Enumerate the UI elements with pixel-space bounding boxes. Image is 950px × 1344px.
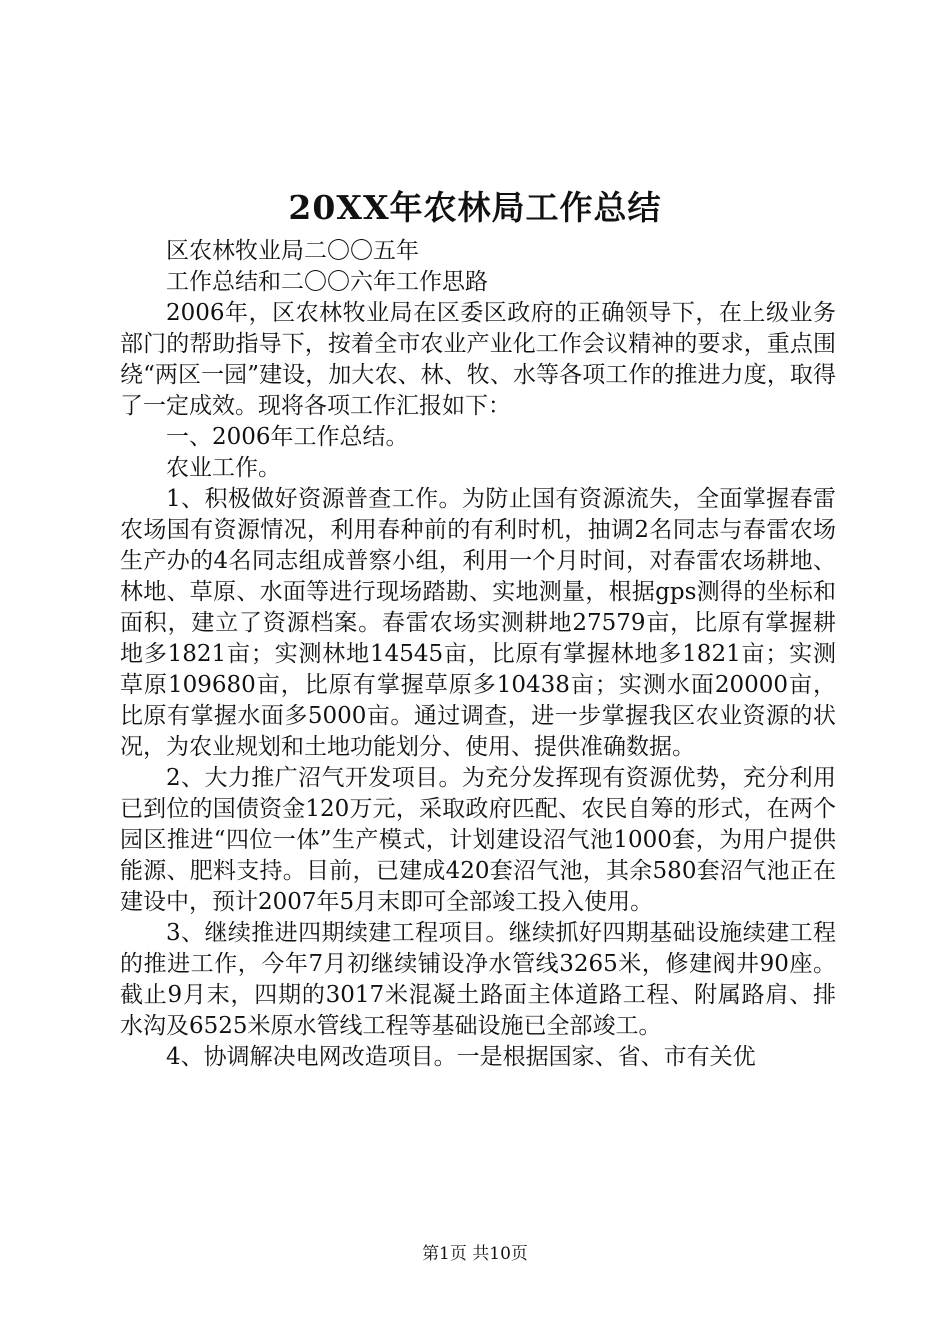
subtitle-line-2: 工作总结和二〇〇六年工作思路 [166, 269, 488, 295]
item-paragraph-1: 1、积极做好资源普查工作。为防止国有资源流失，全面掌握春雷农场国有资源情况，利用春种前的有利时机，抽调2名同志与春雷农场生产办的4名同志组成普察小组，利用一个月时间，对春雷农场耕地、林地、草原、水面等进行现场踏勘、实地测量，根据gps测得的坐标和面积，建立了资源档案。春雷农场实测耕地27579亩，比原有掌握耕地多1821亩；实测林地14545亩，比原有掌握林地多1821亩；实测草原109680亩，比原有掌握草原多10438亩；实测水面20000亩，比原有掌握水面多5000亩。通过调查，进一步掌握我区农业资源的状况，为农业规划和土地功能划分、使用、提供准确数据。 [120, 486, 836, 760]
subsection-heading: 农业工作。 [166, 455, 281, 481]
document-title: 20XX年农林局工作总结 [288, 188, 662, 227]
page-footer [0, 1243, 950, 1265]
section-heading: 一、2006年工作总结。 [166, 424, 409, 450]
item-paragraph-4: 4、协调解决电网改造项目。一是根据国家、省、市有关优 [166, 1044, 756, 1070]
document-body [120, 236, 836, 1073]
item-paragraph-3: 3、继续推进四期续建工程项目。继续抓好四期基础设施续建工程的推进工作，今年7月初继续铺设净水管线3265米，修建阀井90座。截止9月末，四期的3017米混凝土路面主体道路工程、附属路肩、排水沟及6525米原水管线工程等基础设施已全部竣工。 [120, 920, 836, 1039]
item-paragraph-2: 2、大力推广沼气开发项目。为充分发挥现有资源优势，充分利用已到位的国债资金120万元，采取政府匹配、农民自筹的形式，在两个园区推进“四位一体”生产模式，计划建设沼气池1000套，为用户提供能源、肥料支持。目前，已建成420套沼气池，其余580套沼气池正在建设中，预计2007年5月末即可全部竣工投入使用。 [120, 765, 836, 915]
intro-paragraph: 2006年，区农林牧业局在区委区政府的正确领导下，在上级业务部门的帮助指导下，按着全市农业产业化工作会议精神的要求，重点围绕“两区一园”建设，加大农、林、牧、水等各项工作的推进力度，取得了一定成效。现将各项工作汇报如下： [120, 300, 836, 419]
subtitle-line-1: 区农林牧业局二〇〇五年 [166, 238, 419, 264]
page-number-label: 第1页 共10页 [422, 1244, 528, 1264]
